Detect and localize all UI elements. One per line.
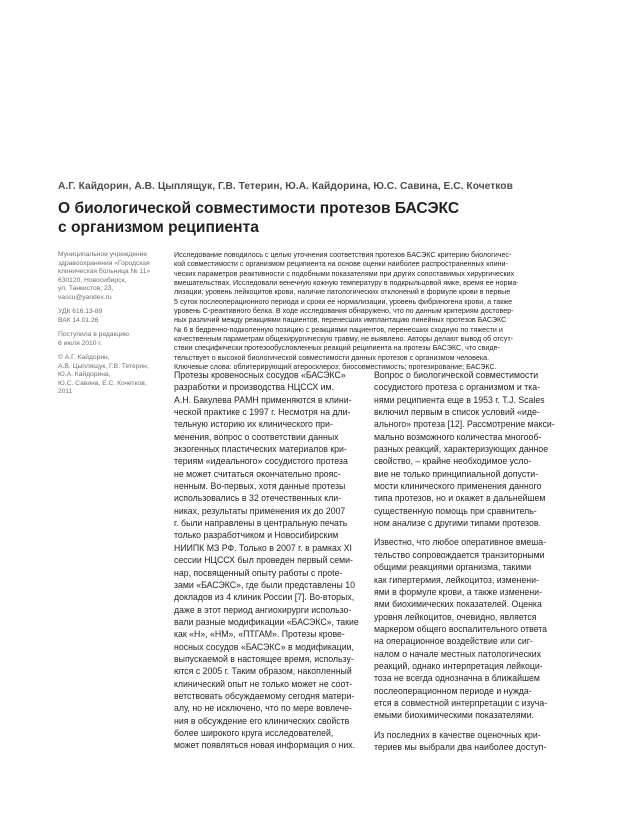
body-line: маркером общего воспалительного ответа	[374, 623, 547, 634]
abstract-line: ствии специфически протезообусловленных реакций реципиента на протезы БАСЭКС, что свиде-	[174, 344, 500, 353]
body-line: ном анализе с другими типами протезов.	[374, 518, 541, 529]
abstract-line: тельствует о высокой биологической совместимости данных протезов с организмом человека.	[174, 353, 490, 362]
body-line: не может считаться окончательно прояс-	[174, 468, 341, 479]
body-line: Протезы кровеносных сосудов «БАСЭКС»	[174, 370, 346, 380]
vak-code: ВАК 14.01.26	[58, 316, 99, 324]
abstract-line: ных различий между реакциями пациентов, перенесших имплантацию линейных протезов БАСЭКС	[174, 316, 507, 325]
body-line: ческой практике с 1997 г. Несмотря на дли-	[174, 407, 351, 418]
body-line: уровня лейкоцитов, очевидно, является	[374, 611, 537, 622]
body-line: тельную историю их клинического при-	[174, 419, 333, 430]
article-sidebar	[58, 251, 168, 397]
body-line: разных реакций, характеризующих данное	[374, 444, 549, 455]
copyright-line: А.В. Цыплящук, Г.В. Тетерин,	[58, 362, 149, 370]
body-line: ются с 2005 г. Таким образом, накопленный	[174, 666, 352, 677]
abstract-line: 5 суток послеоперационного периода и сроки ее нормализации, уровень фибриногена крови, а также	[174, 297, 513, 306]
body-line: териев мы выбрали два наиболее доступ-	[374, 741, 547, 752]
body-line: А.Н. Бакулева РАМН применяются в клини-	[174, 394, 352, 405]
body-line: сессии НЦССХ был проведен первый семи-	[174, 555, 353, 566]
body-line: ального» протеза [12]. Рассмотрение макси-	[374, 419, 555, 430]
body-line: сосудистого протеза с организмом и тка-	[374, 382, 541, 393]
body-line: налом о начале местных патологических	[374, 648, 542, 659]
paragraph	[374, 729, 569, 754]
abstract-line: вмешательствах. Исследовали венечную кожную температуру в подкрыльцовой ямке, время ее норма-	[174, 279, 519, 288]
received-label: Поступила в редакцию	[58, 331, 130, 338]
body-line: более широкого круга исследователей,	[174, 727, 334, 738]
body-line: алу, но не исключено, что по мере вовлече-	[174, 703, 352, 714]
body-column-left	[174, 369, 359, 752]
body-line: нар, посвященный опыту работы с прote-	[174, 567, 343, 578]
body-line: реакций, однако интерпретация лейкоци-	[374, 660, 543, 671]
body-line: носных сосудов «БАСЭКС» в модификации,	[174, 641, 354, 652]
abstract-line: лизации; уровень лейкоцитов крови, наличие патологических отклонений в формуле крови в первые	[174, 288, 511, 297]
affiliation-line: клиническая больница № 11»	[58, 268, 151, 275]
body-line: нями реципиента еще в 1953 г. T.J. Scales	[374, 394, 545, 405]
body-line: только разработчиком и Новосибирским	[174, 530, 339, 541]
abstract-line: уровень С-реактивного белка. В ходе исследования обнаружено, что по данным критериям достовер-	[174, 307, 514, 316]
contact-email: vascu@yandex.ru	[58, 293, 112, 301]
body-line: вие не только принципиальной допусти-	[374, 468, 539, 479]
body-line: мости клинического применения данного	[374, 481, 542, 492]
title-line: с организмом реципиента	[58, 219, 259, 236]
body-line: как гипертермия, лейкоцитоз, изменени-	[374, 574, 539, 585]
body-line: использовались в 32 отечественных кли-	[174, 493, 342, 504]
article-title	[58, 199, 598, 237]
body-line: ненным. Во-первых, хотя данные протезы	[174, 481, 346, 492]
body-line: ветствовать обсуждаемому сегодня матери-	[174, 690, 355, 701]
body-line: зами «БАСЭКС», где были представлены 10	[174, 579, 355, 590]
body-line: тоза не всегда однозначна в ближайшем	[374, 673, 540, 684]
body-line: НИИПК МЗ РФ. Только в 2007 г. в рамках XI	[174, 542, 352, 553]
body-line: типа протезов, но и окажет в дальнейшем	[374, 493, 546, 504]
body-line: клинический опыт не только может не соот-	[174, 678, 353, 689]
body-line: емыми биохимическими показателями.	[374, 710, 534, 721]
copyright-line: © А.Г. Кайдорин,	[58, 354, 110, 361]
body-line: менения, вопрос о соответствии данных	[174, 431, 339, 442]
body-line: мально возможного количества многооб-	[374, 431, 542, 442]
body-line: никах, результаты применения их до 2007	[174, 505, 346, 516]
article-authors: А.Г. Кайдорин, А.В. Цыплящук, Г.В. Тетерин, Ю.А. Кайдорина, Ю.С. Савина, Е.С. Кочетков	[58, 181, 513, 192]
affiliation-line: ул. Танкистов, 23,	[58, 285, 114, 292]
body-line: свойство, – крайне необходимое усло-	[374, 456, 532, 467]
title-line: О биологической совместимости протезов БАСЭКС	[58, 200, 460, 217]
abstract-line: кой совместимости с организмом реципиента на основе оценки наиболее распространенных клини-	[174, 260, 508, 269]
received-date: 6 июля 2010 г.	[58, 339, 102, 347]
abstract-line: № 6 в бедренно-подколенную позицию с реакциями пациентов, перенесших сходную по тяжести и	[174, 325, 503, 334]
body-line: может появляться новая информация о них.	[174, 740, 356, 751]
abstract-line: качественным параметрам общехирургическую травму, не выявлено. Авторы делают вывод об отсут-	[174, 335, 513, 344]
body-line: на операционное воздействие или сиг-	[374, 636, 533, 647]
abstract-keywords: Ключевые слова: облитерирующий атеросклероз; биосовместимость; протезирование; БАСЭКС.	[174, 363, 497, 372]
abstract-line: Исследование поводилось с целью уточнения соответствия протезов БАСЭКС критерию биологичес-	[174, 251, 512, 259]
body-line: вали разные модификации «БАСЭКС», такие	[174, 616, 359, 627]
body-line: ями биохимических показателей. Оценка	[374, 599, 542, 610]
body-line: ями в формуле крови, а также изменени-	[374, 586, 542, 597]
body-line: послеоперационном периоде и нужда-	[374, 685, 532, 696]
body-line: существенную помощь при сравнитель-	[374, 505, 537, 516]
body-line: Из последних в качестве оценочных кри-	[374, 729, 541, 740]
article-abstract	[174, 251, 566, 372]
body-line: выпускаемой в настоящее время, использу-	[174, 653, 354, 664]
copyright-block	[58, 354, 168, 397]
abstract-line: ческих параметров реактивности с подобными показателями при других сопоставимых хирургических	[174, 269, 515, 278]
body-line: общими реакциями организма, такими	[374, 562, 532, 573]
affiliation-line: Муниципальное учреждение	[58, 251, 148, 258]
received-date-block	[58, 331, 168, 348]
body-line: докладов из 4 клиник России [7]. Во-вторых,	[174, 592, 355, 603]
body-line: разработки и производства НЦССХ им.	[174, 382, 335, 393]
body-line: териям «идеального» сосудистого протеза	[174, 456, 348, 467]
copyright-line: Ю.А. Кайдорина,	[58, 371, 111, 378]
body-line: даже в этот период ангиохирурги использо-	[174, 604, 352, 615]
paragraph	[374, 536, 569, 721]
affiliation-line: 630120, Новосибирск,	[58, 276, 127, 284]
paragraph	[374, 369, 569, 529]
affiliation-line: здравоохранения «Городская	[58, 259, 150, 267]
body-line: тельство сопровождается транзиторными	[374, 549, 545, 560]
body-line: ется в совместной интерпретации с изуча-	[374, 697, 548, 708]
copyright-year: 2011	[58, 388, 73, 395]
body-line: г. были направлены в центральную печать	[174, 518, 348, 529]
body-line: экзогенных пластических материалов кри-	[174, 444, 347, 455]
body-column-right	[374, 369, 569, 753]
copyright-line: Ю.С. Савина, Е.С. Кочетков,	[58, 379, 147, 387]
body-line: Известно, что любое оперативное вмеша-	[374, 537, 547, 548]
body-line: Вопрос о биологической совместимости	[374, 370, 539, 380]
body-line: как «Н», «НМ», «ПТГАМ». Протезы крове-	[174, 629, 345, 640]
udc-code: УДК 616.13-89	[58, 308, 103, 315]
classification-codes	[58, 308, 168, 325]
affiliation-block	[58, 251, 168, 302]
body-line: включил первым в список условий «иде-	[374, 407, 540, 418]
body-line: ния в обсуждение его клинических свойств	[174, 715, 350, 726]
